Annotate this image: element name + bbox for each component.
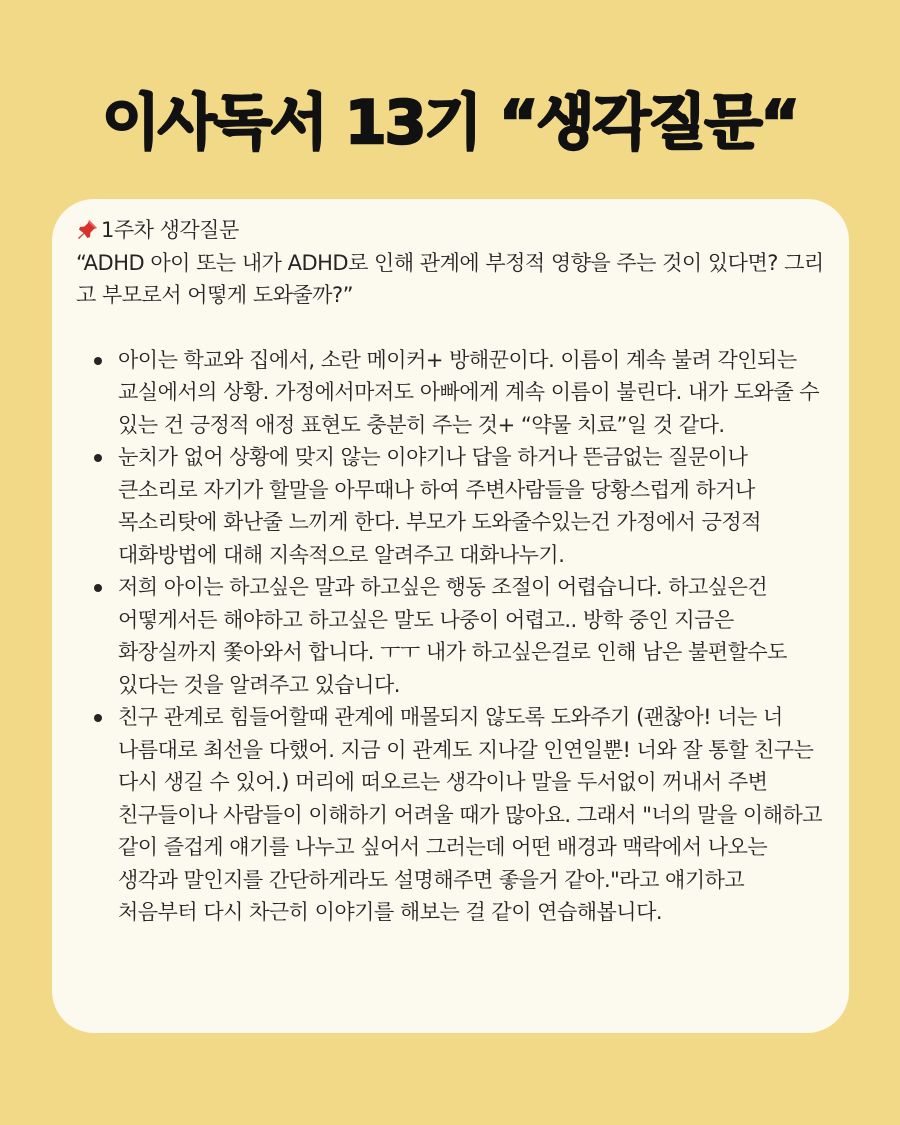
bullet-icon	[94, 357, 102, 365]
bullet-icon	[94, 454, 102, 462]
card-content	[76, 214, 826, 929]
answer-text: 친구 관계로 힘들어할때 관계에 매몰되지 않도록 도와주기 (괜찮아! 너는 너 나름대로 최선을 다했어. 지금 이 관계도 지나갈 인연일뿐! 너와 잘 통할 친구는 다시 생길 수 있어.) 머리에 떠오르는 생각이나 말을 두서없이 꺼내서 주변 친구들이나 사람들이 이해하기 어려울 때가 많아요. 그래서 "너의 말을 이해하고 같이 즐겁게 얘기를 나누고 싶어서 그러는데 어떤 배경과 맥락에서 나오는 생각과 말인지를 간단하게라도 설명해주면 좋을거 같아."라고 얘기하고 처음부터 다시 차근히 이야기를 해보는 걸 같이 연습해봅니다.	[118, 705, 823, 924]
pushpin-icon	[76, 217, 100, 243]
bullet-icon	[94, 584, 102, 592]
answer-text: 눈치가 없어 상황에 맞지 않는 이야기나 답을 하거나 뜬금없는 질문이나 큰소리로 자기가 할말을 아무때나 하여 주변사람들을 당황스럽게 하거나 목소리탓에 화난줄 느끼게 한다. 부모가 도와줄수있는건 가정에서 긍정적 대화방법에 대해 지속적으로 알려주고 대화나누기.	[118, 445, 761, 567]
question-text: “ADHD 아이 또는 내가 ADHD로 인해 관계에 부정적 영향을 주는 것이 있다면? 그리고 부모로서 어떻게 도와줄까?”	[76, 250, 824, 307]
answer-item	[76, 571, 826, 701]
answer-item	[76, 441, 826, 571]
page-title: 이사독서 13기 “생각질문“	[102, 88, 798, 158]
answer-item	[76, 701, 826, 929]
spacer	[76, 312, 826, 344]
week-label: 1주차 생각질문	[101, 218, 239, 242]
week-heading	[76, 214, 826, 247]
answer-text: 아이는 학교와 집에서, 소란 메이커+ 방해꾼이다. 이름이 계속 불려 각인되는 교실에서의 상황. 가정에서마저도 아빠에게 계속 이름이 불린다. 내가 도와줄 수 있는 건 긍정적 애정 표현도 충분히 주는 것+ “약물 치료”일 것 같다.	[118, 347, 820, 437]
answer-list	[76, 344, 826, 929]
bullet-icon	[94, 714, 102, 722]
answer-text: 저희 아이는 하고싶은 말과 하고싶은 행동 조절이 어렵습니다. 하고싶은건 어떻게서든 해야하고 하고싶은 말도 나중이 어렵고.. 방학 중인 지금은 화장실까지 쫓아와서 합니다. ㅜㅜ 내가 하고싶은걸로 인해 남은 불편할수도 있다는 것을 알려주고 있습니다.	[118, 575, 787, 697]
answer-item	[76, 344, 826, 442]
